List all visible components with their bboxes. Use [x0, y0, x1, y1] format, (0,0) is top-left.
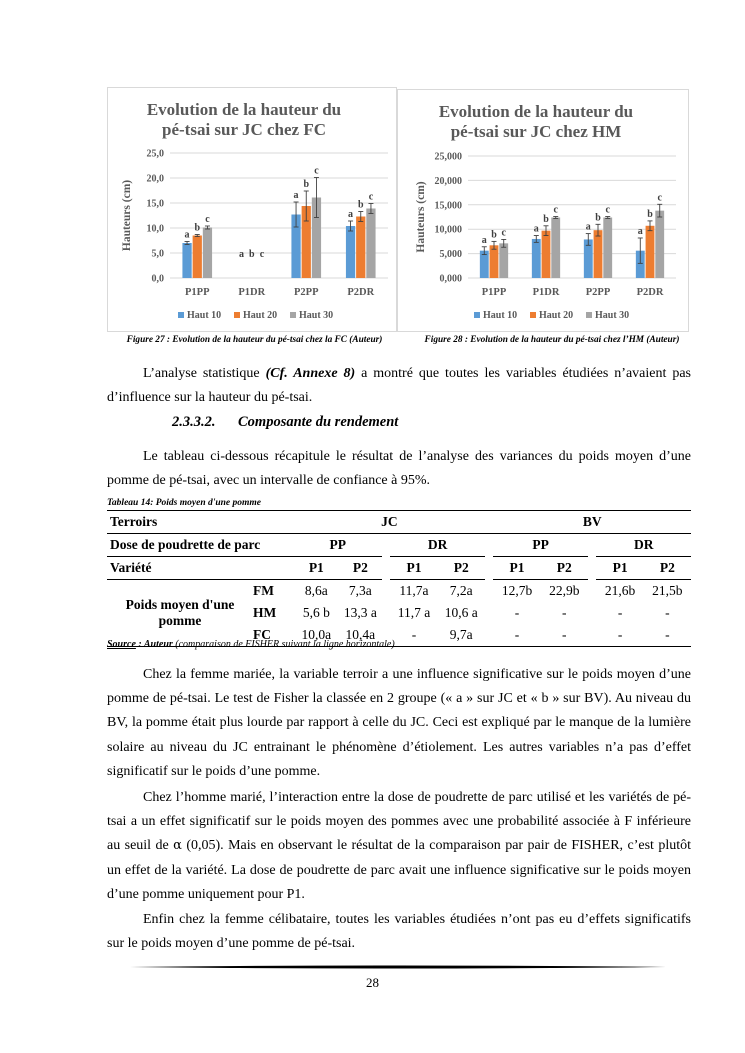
- bar: [203, 228, 212, 279]
- bar: [356, 217, 365, 279]
- paragraph-hm: [107, 786, 691, 907]
- table-cell: -: [665, 605, 670, 620]
- y-tick-label: 25,0: [146, 148, 164, 160]
- legend-swatch: [178, 312, 184, 318]
- y-tick-label: 25,000: [434, 151, 462, 163]
- alpha-symbol: α: [173, 838, 182, 854]
- table-cell: 7,2a: [449, 583, 473, 598]
- section-title: Composante du rendement: [238, 414, 399, 430]
- bar: [182, 243, 191, 278]
- chart-svg: [108, 88, 396, 331]
- table-cell: -: [411, 627, 417, 642]
- col-p2: P2: [438, 557, 485, 580]
- y-tick-label: 5,0: [151, 248, 164, 260]
- y-tick-label: 10,0: [146, 223, 164, 235]
- table-cell: -: [514, 627, 520, 642]
- significance-letter: b: [303, 179, 310, 190]
- significance-letter: c: [259, 249, 265, 260]
- table-cell: -: [562, 627, 567, 642]
- chart-title: Evolution de la hauteur du: [146, 100, 342, 119]
- y-tick-label: 15,000: [434, 200, 462, 212]
- para4-text-end: (0,05). Mais en observant le résultat de la comparaison par pair de FISHER, c’est plutôt un effet de la variété. La dose de poudrette de parc avait une influence significative sur le poids moyen d’une pomme uniquement pour P1.: [107, 838, 691, 902]
- spacer: [588, 534, 597, 557]
- x-tick-label: P1PP: [185, 287, 210, 298]
- para1-text-end: a montré que toutes les variables étudiées n’avaient pas d’influence sur la hauteur du pé-tsai.: [107, 366, 691, 406]
- row-label: Poids moyen d'une pomme: [107, 580, 253, 647]
- legend-label: Haut 10: [187, 310, 222, 321]
- group-label: FM: [253, 583, 274, 598]
- legend-label: Haut 30: [299, 310, 334, 321]
- figure-27-chart: [107, 87, 397, 332]
- table-cell: 7,3a: [348, 583, 372, 598]
- significance-letter: b: [543, 213, 549, 225]
- col-p2: P2: [339, 557, 382, 580]
- significance-letter: b: [194, 222, 201, 234]
- dose-jc-dr: DR: [390, 534, 484, 557]
- bar: [646, 226, 655, 278]
- significance-letter: a: [293, 190, 299, 201]
- section-heading: [172, 414, 398, 431]
- x-tick-label: P1DR: [532, 287, 560, 298]
- table-cell: 21,5b: [652, 583, 683, 598]
- figure-27-caption: Figure 27 : Evolution de la hauteur du pé-tsai chez la FC (Auteur): [126, 335, 383, 345]
- bar: [499, 243, 508, 278]
- legend-swatch: [586, 312, 592, 318]
- group-label: HM: [253, 605, 277, 620]
- col-p1: P1: [596, 557, 643, 580]
- table-cell: 13,3 a: [343, 605, 377, 620]
- paragraph-fm: Chez la femme mariée, la variable terroir a une influence significative sur le poids moyen d’une pomme de pé-tsai. Le test de Fisher la classée en 2 groupe (« a » sur JC et « b » sur BV). Au niveau du BV, la pomme était plus lourde par rapport à celle du JC. Ceci est expliqué par le manque de la lumière solaire au niveau du JC entrainant le phénomène d’étiolement. Les autres variables n’a pas d’effet significatif sur le poids d’une pomme.: [107, 667, 691, 779]
- y-tick-label: 15,0: [146, 198, 164, 210]
- weight-table: [107, 510, 691, 647]
- source-note: (comparaison de FISHER suivant la ligne horizontale): [172, 639, 395, 650]
- bar: [655, 211, 664, 278]
- figure-28-chart: [397, 89, 689, 332]
- terroirs-label: Terroirs: [107, 511, 294, 534]
- page-number: 28: [366, 975, 379, 990]
- y-tick-label: 0,0: [151, 273, 164, 285]
- table-cell: 12,7b: [501, 583, 533, 598]
- table-cell: 5,6 b: [302, 605, 330, 620]
- bar: [490, 245, 499, 278]
- significance-letter: a: [533, 223, 539, 235]
- significance-letter: a: [585, 221, 591, 233]
- chart-title: pé-tsai sur JC chez FC: [162, 120, 326, 139]
- x-tick-label: P2DR: [347, 287, 375, 298]
- legend-swatch: [474, 312, 480, 318]
- legend-label: Haut 10: [483, 310, 518, 321]
- legend-swatch: [290, 312, 296, 318]
- y-axis-label: Hauteurs (cm): [121, 179, 133, 252]
- variete-label: Variété: [107, 557, 294, 580]
- table-row: [107, 580, 691, 603]
- paragraph-fc: Enfin chez la femme célibataire, toutes les variables étudiées n’ont pas eu d’effets significatifs sur le poids moyen d’une pomme de pé-tsai.: [107, 912, 691, 952]
- y-tick-label: 20,000: [434, 175, 462, 187]
- dose-bv-pp: PP: [493, 534, 587, 557]
- source-label: Source: [107, 639, 136, 650]
- table-cell: 10,0a: [301, 627, 332, 642]
- significance-letter: b: [357, 199, 364, 211]
- table-cell: -: [665, 627, 670, 642]
- significance-letter: a: [481, 234, 487, 246]
- table-cell: 21,6b: [604, 583, 636, 598]
- x-tick-label: P2DR: [636, 287, 664, 298]
- col-p2: P2: [644, 557, 691, 580]
- table-cell: -: [562, 605, 567, 620]
- header-row-terroirs: [107, 511, 691, 534]
- source-author: : Auteur: [135, 639, 173, 650]
- table-source: [107, 639, 395, 650]
- legend-label: Haut 30: [595, 310, 630, 321]
- spacer: [485, 534, 494, 557]
- spacer: [485, 511, 494, 534]
- y-tick-label: 20,0: [146, 173, 164, 185]
- significance-letter: c: [605, 204, 610, 216]
- significance-letter: a: [348, 209, 354, 220]
- spacer: [382, 534, 391, 557]
- table-cell: 8,6a: [304, 583, 328, 598]
- table-cell: 10,4a: [345, 627, 376, 642]
- chart-svg: [398, 90, 688, 331]
- terroir-bv: BV: [493, 511, 691, 534]
- significance-letter: c: [553, 204, 558, 216]
- terroir-jc: JC: [294, 511, 485, 534]
- dose-label: Dose de poudrette de parc: [107, 534, 294, 557]
- col-p1: P1: [493, 557, 540, 580]
- spacer: [588, 557, 597, 580]
- bar: [532, 239, 541, 278]
- significance-letter: c: [501, 227, 506, 239]
- footer-divider: [130, 964, 666, 970]
- table-cell: -: [617, 627, 623, 642]
- bar: [594, 230, 603, 278]
- table-cell: 9,7a: [449, 627, 473, 642]
- chart-title: Evolution de la hauteur du: [438, 102, 634, 121]
- table-cell: -: [617, 605, 623, 620]
- table-cell: 11,7a: [399, 583, 429, 598]
- bar: [551, 217, 560, 278]
- table-cell: 10,6 a: [444, 605, 478, 620]
- figure-28-caption: Figure 28 : Evolution de la hauteur du pé-tsai chez l’HM (Auteur): [424, 335, 680, 345]
- paragraph-table-intro: Le tableau ci-dessous récapitule le résultat de l’analyse des variances du poids moyen d’une pomme de pé-tsai, avec un intervalle de confiance à 95%.: [107, 449, 691, 489]
- chart-title: pé-tsai sur JC chez HM: [450, 122, 622, 141]
- x-tick-label: P1DR: [238, 287, 266, 298]
- table-cell: -: [514, 605, 520, 620]
- legend-swatch: [530, 312, 536, 318]
- legend-label: Haut 20: [243, 310, 278, 321]
- spacer: [382, 557, 391, 580]
- section-number: 2.3.3.2.: [172, 414, 216, 430]
- x-tick-label: P2PP: [585, 287, 611, 298]
- x-tick-label: P1PP: [481, 287, 507, 298]
- col-p1: P1: [294, 557, 339, 580]
- y-tick-label: 10,000: [434, 224, 462, 236]
- bar: [193, 236, 202, 279]
- bar: [603, 217, 612, 278]
- significance-letter: c: [657, 192, 662, 204]
- y-tick-label: 0,000: [439, 273, 462, 285]
- header-row-variete: [107, 557, 691, 580]
- bar: [542, 231, 551, 278]
- dose-bv-dr: DR: [596, 534, 691, 557]
- paragraph-analysis: [107, 362, 691, 410]
- significance-letter: b: [595, 212, 601, 224]
- significance-letter: b: [248, 249, 255, 260]
- group-label: FC: [253, 627, 271, 642]
- significance-letter: b: [491, 229, 497, 241]
- annex-reference: (Cf. Annexe 8): [265, 366, 356, 381]
- significance-letter: c: [368, 191, 374, 203]
- significance-letter: b: [647, 208, 653, 220]
- bar: [366, 209, 375, 279]
- y-axis-label: Hauteurs (cm): [415, 181, 427, 253]
- bar: [346, 226, 355, 278]
- col-p2: P2: [541, 557, 588, 580]
- significance-letter: a: [239, 249, 245, 260]
- para1-text: L’analyse statistique: [143, 366, 266, 381]
- table-caption: Tableau 14: Poids moyen d'une pomme: [107, 498, 262, 508]
- para4-text: Chez l’homme marié, l’interaction entre la dose de poudrette de parc utilisé et les variétés de pé-tsai a un effet significatif sur le poids moyen des pommes avec une probabilité associée à F inférieure au seuil de: [107, 790, 691, 854]
- header-row-dose: [107, 534, 691, 557]
- table-cell: 22,9b: [549, 583, 580, 598]
- y-tick-label: 5,000: [439, 249, 462, 261]
- col-p1: P1: [390, 557, 437, 580]
- x-tick-label: P2PP: [294, 287, 319, 298]
- significance-letter: c: [314, 165, 319, 177]
- legend-swatch: [234, 312, 240, 318]
- legend-label: Haut 20: [539, 310, 574, 321]
- significance-letter: a: [637, 225, 643, 237]
- dose-jc-pp: PP: [294, 534, 382, 557]
- significance-letter: a: [184, 229, 190, 241]
- significance-letter: c: [205, 214, 210, 225]
- spacer: [485, 557, 494, 580]
- table-cell: 11,7 a: [397, 605, 431, 620]
